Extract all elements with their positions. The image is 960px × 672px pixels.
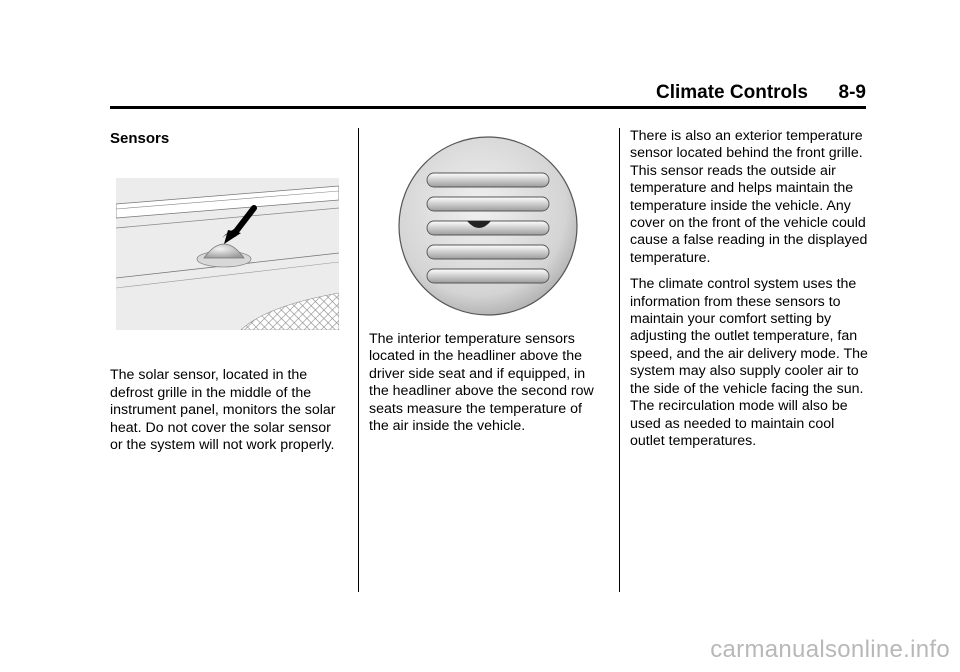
solar-sensor-illustration [116,178,339,330]
solar-sensor-paragraph: The solar sensor, located in the defrost grille in the middle of the instrument panel, monitors the solar heat. Do not cover the solar sensor or the system will not work properly. [110,367,336,454]
exterior-sensor-paragraph: There is also an exterior temperature sensor located behind the front grille. This sensor reads the outside air temperature and helps maintain the temperature inside the vehicle. Any cover on the front of the vehicle could cause a false reading in the displayed temperature. [630,128,868,266]
column-divider-right [619,128,620,592]
page-header [110,78,866,109]
section-heading-sensors: Sensors [110,130,170,147]
section-title: Climate Controls [655,82,808,103]
column-right [630,128,868,459]
climate-system-paragraph: The climate control system uses the information from these sensors to maintain your comfort setting by adjusting the outlet temperature, fan speed, and the air delivery mode. The system may also supply cooler air to the side of the vehicle facing the sun. The recirculation mode will also be used as needed to maintain cool outlet temperatures. [630,276,868,449]
page-number: 8-9 [838,82,866,103]
interior-sensor-paragraph: The interior temperature sensors located in the headliner above the driver side seat and if equipped, in the headliner above the second row seats measure the temperature of the air inside the vehicle. [369,331,594,435]
watermark: carmanualsonline.info [710,636,950,663]
column-divider-left [358,128,359,592]
interior-sensor-vent-illustration [397,135,579,317]
